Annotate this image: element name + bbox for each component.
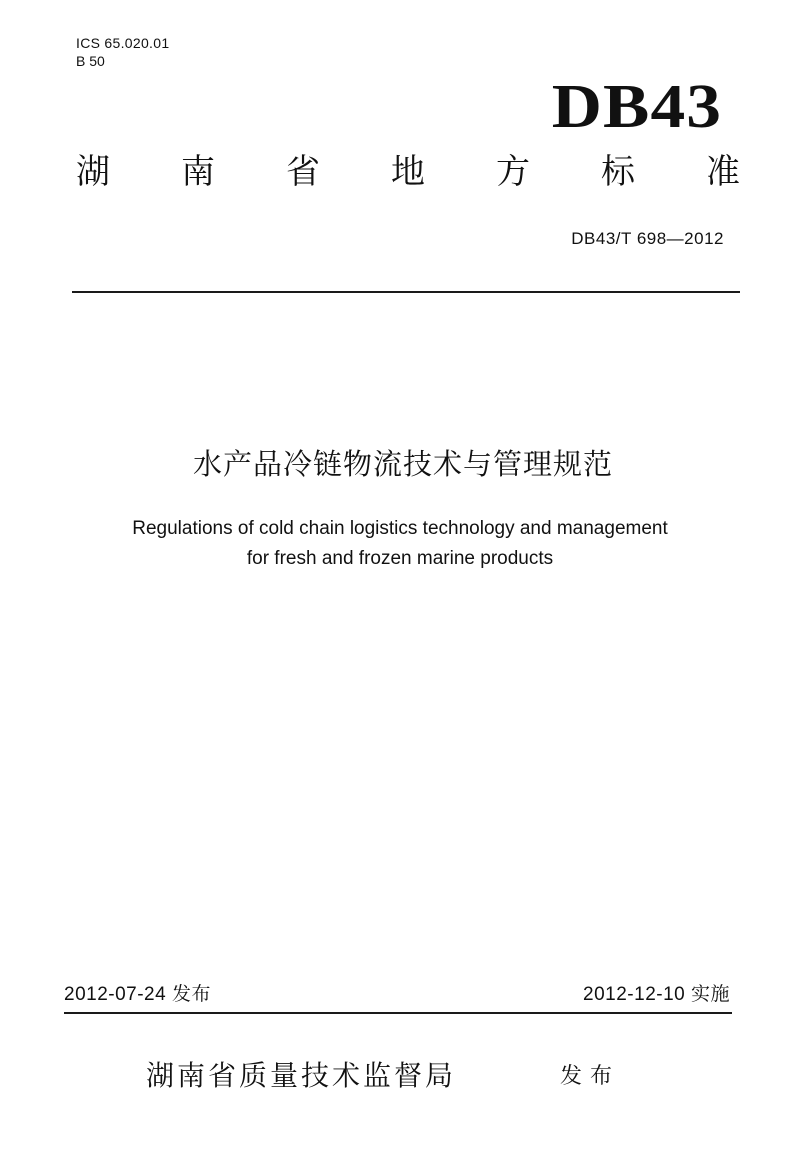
title-english-line-2: for fresh and frozen marine products <box>246 548 554 569</box>
publisher-action: 发布 <box>560 1064 621 1089</box>
footer-divider <box>64 1012 732 1014</box>
standard-type-char: 省 <box>286 152 320 192</box>
publisher-name: 湖南省质量技术监督局 <box>146 1059 457 1092</box>
standard-type-char: 方 <box>496 152 530 192</box>
standard-type <box>76 150 740 194</box>
standard-type-char: 准 <box>706 152 740 192</box>
standard-type-char: 湖 <box>76 152 110 192</box>
standard-number: DB43/T 698—2012 <box>571 229 724 248</box>
title-chinese: 水产品冷链物流技术与管理规范 <box>192 447 613 481</box>
standard-type-char: 地 <box>391 152 425 192</box>
standard-mark: DB43 <box>551 73 722 141</box>
issue-date: 2012-07-24 发布 <box>64 984 211 1005</box>
title-english <box>0 514 800 574</box>
ics-code: ICS 65.020.01 <box>76 35 170 51</box>
standard-type-char: 南 <box>181 152 215 192</box>
standard-type-char: 标 <box>601 152 635 192</box>
ccs-code: B 50 <box>76 53 105 69</box>
title-english-line-1: Regulations of cold chain logistics technology and management <box>132 518 668 539</box>
implementation-date: 2012-12-10 实施 <box>583 984 730 1005</box>
header-divider <box>72 291 740 293</box>
